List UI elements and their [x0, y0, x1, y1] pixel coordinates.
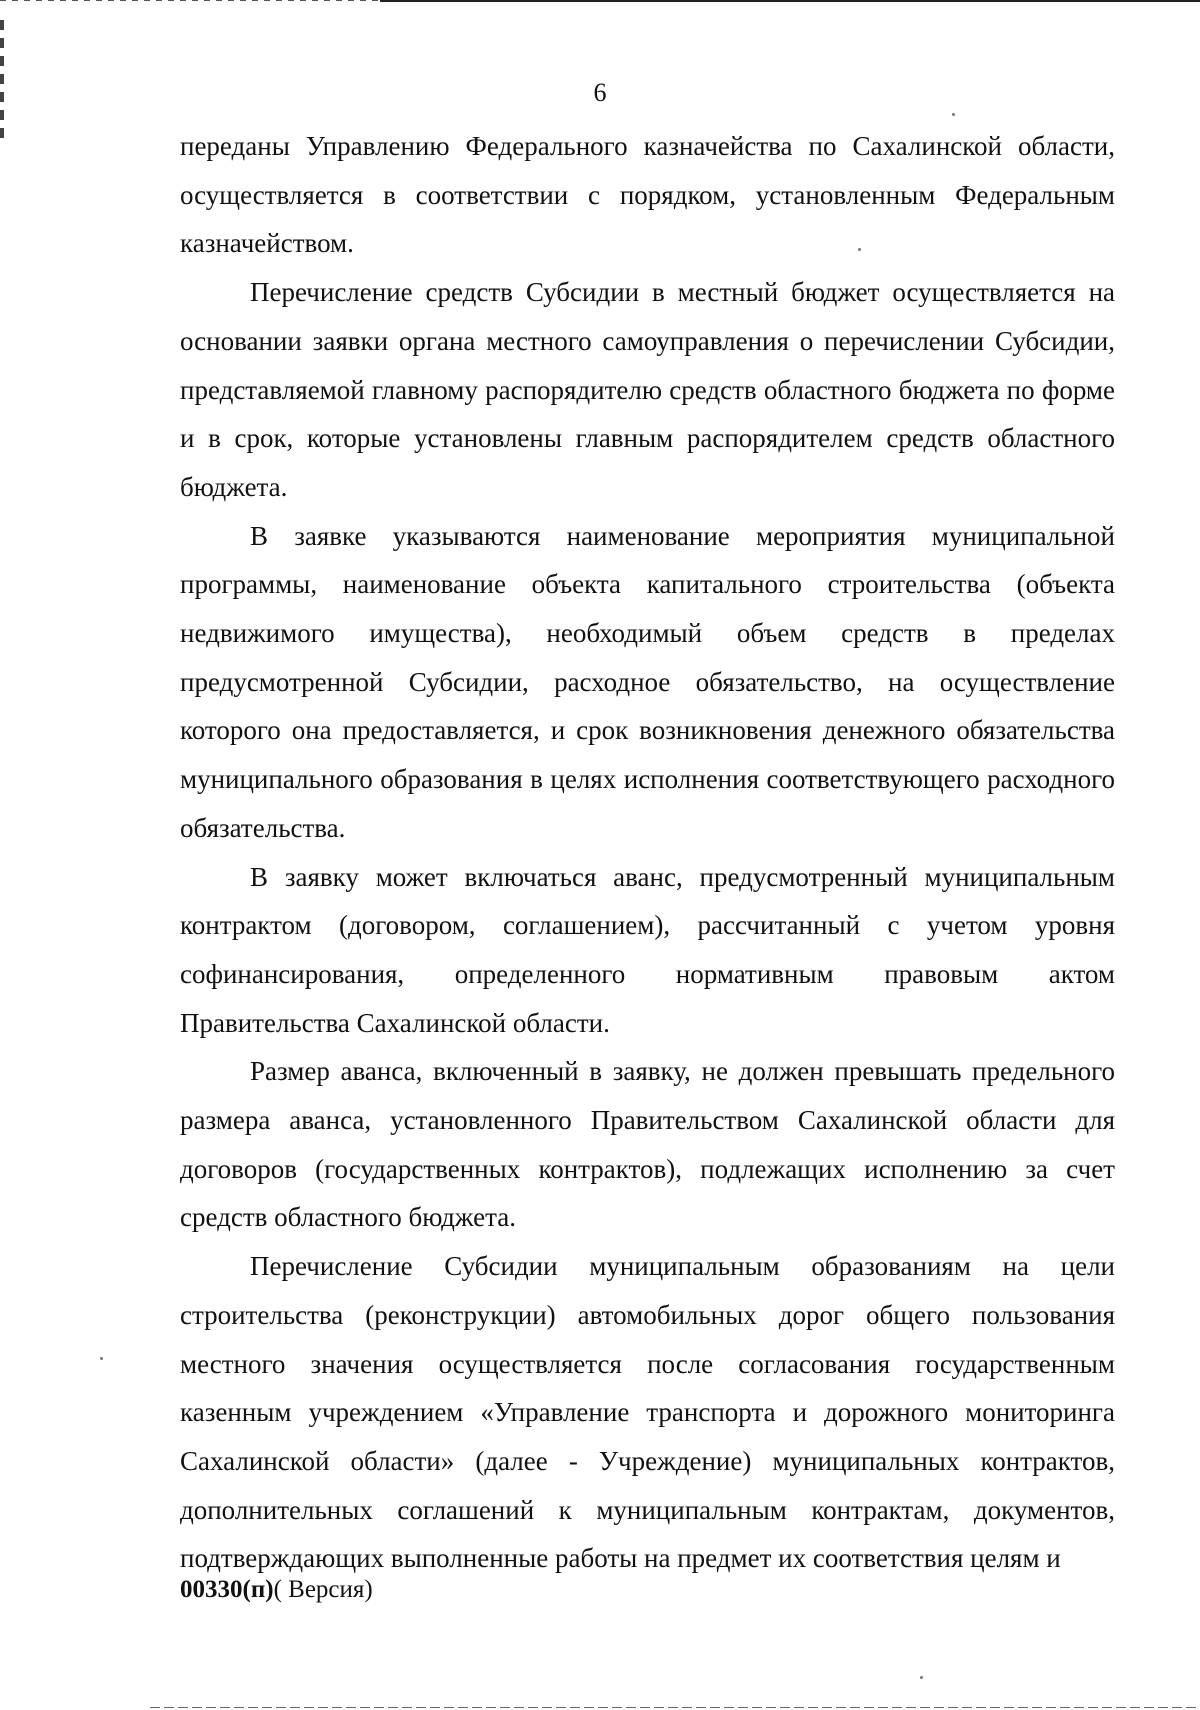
paragraph: Перечисление Субсидии муниципальным образованиям на цели строительства (реконструкции) автомобильных дорог общего пользования местного значения осуществляется после согласования государственным казенным учреждением «Управление транспорта и дорожного мониторинга Сахалинской области» (далее - Учреждение) муниципальных контрактов, дополнительных соглашений к муниципальным контрактам, документов, подтверждающих выполненные работы на предмет их соответствия целям и — [180, 1251, 1115, 1574]
page-number: 6 — [593, 78, 607, 107]
scan-speck — [858, 248, 861, 251]
scan-speck — [952, 113, 955, 116]
paragraph-continuation: переданы Управлению Федерального казначейства по Сахалинской области, осуществляется в соответствии с порядком, установленным Федеральным казначейством. — [180, 131, 1115, 259]
document-body — [180, 122, 1115, 1583]
document-version: ( Версия) — [273, 1576, 373, 1603]
document-code: 00330(п) — [180, 1576, 274, 1603]
document-footer — [180, 1576, 373, 1604]
scan-bottom-edge — [150, 1707, 1200, 1708]
paragraph: Размер аванса, включенный в заявку, не должен превышать предельного размера аванса, установленного Правительством Сахалинской области для договоров (государственных контрактов), подлежащих исполнению за счет средств областного бюджета. — [180, 1056, 1115, 1233]
scan-top-edge — [380, 0, 1200, 2]
paragraph: В заявке указываются наименование мероприятия муниципальной программы, наименование объекта капитального строительства (объекта недвижимого имущества), необходимый объем средств в пределах предусмотренной Субсидии, расходное обязательство, на осуществление которого она предоставляется, и срок возникновения денежного обязательства муниципального образования в целях исполнения соответствующего расходного обязательства. — [180, 520, 1115, 843]
paragraph: Перечисление средств Субсидии в местный бюджет осуществляется на основании заявки органа местного самоуправления о перечислении Субсидии, представляемой главному распорядителю средств областного бюджета по форме и в срок, которые установлены главным распорядителем средств областного бюджета. — [180, 277, 1115, 502]
scan-top-dashed-edge — [0, 0, 380, 1]
paragraph: В заявку может включаться аванс, предусмотренный муниципальным контрактом (договором, соглашением), рассчитанный с учетом уровня софинансирования, определенного нормативным правовым актом Правительства Сахалинской области. — [180, 861, 1115, 1038]
scan-speck — [100, 1357, 103, 1360]
scan-speck — [920, 1676, 923, 1679]
